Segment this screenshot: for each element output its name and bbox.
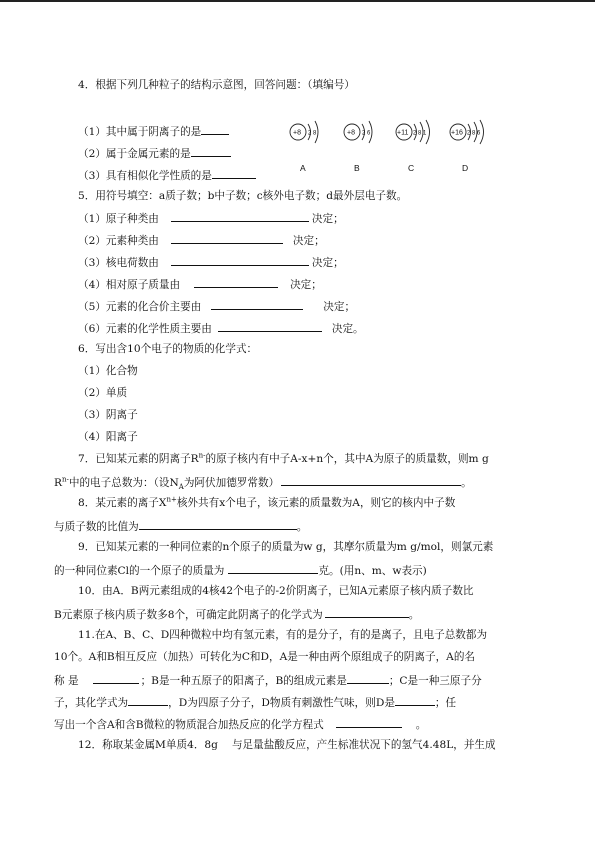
q11-blank-c-formula[interactable]	[128, 694, 168, 706]
q8-line2: 与质子数的比值为 。	[54, 518, 307, 534]
q11-blank-d[interactable]	[395, 694, 435, 706]
q10-blank[interactable]	[325, 606, 409, 618]
q10-line2: B元素原子核内质子数多8个，可确定此阴离子的化学式为 。	[54, 606, 419, 622]
q11-line3: 称 是 ；B是一种五原子的阳离子，B的组成元素是 ；C是一种三原子分	[54, 672, 482, 688]
q5-blank4[interactable]	[194, 276, 278, 288]
q8-blank[interactable]	[139, 518, 297, 530]
q11-line5: 写出一个含A和含B微粒的物质混合加热反应的化学方程式 。	[54, 716, 426, 732]
diagram-d	[450, 120, 484, 144]
q5-item4: （4）相对原子质量由 决定；	[78, 276, 322, 292]
q5-item2: （2）元素种类由 决定；	[78, 232, 325, 248]
diagram-b-label: B	[354, 163, 360, 173]
diagram-b-shells: 2 6	[362, 130, 371, 137]
q11-line2: 10个。A和B相互反应（加热）可转化为C和D，A是一种由两个原组成子的阴离子，A的名	[54, 651, 476, 663]
q11-line4: 子，其化学式为 ，D为四原子分子，D物质有刺激性气味，则D是 ；任	[54, 694, 456, 710]
q7-line1: 7．已知某元素的阴离子$R^{n-}$的原子核内有中子A-x+n个，其中A为原子的质量数，则m g	[78, 451, 489, 465]
q4-blank2[interactable]	[191, 145, 231, 157]
q5-title: 5．用符号填空：a质子数；b中子数；c核外电子数；d最外层电子数。	[78, 190, 408, 202]
diagram-a-nucleus: +8	[293, 129, 301, 137]
q11-line1: 11.在A、B、C、D四种微粒中均有氢元素，有的是分子，有的是离子，且电子总数都为	[78, 629, 488, 641]
q6-item2: （2）单质	[78, 387, 128, 399]
q12-line1: 12．称取某金属M单质4．8g 与足量盐酸反应，产生标准状况下的氢气4.48L，并生成	[78, 739, 496, 751]
q4-title: 4．根据下列几种粒子的结构示意图，回答问题：（填编号）	[78, 79, 355, 91]
diagram-a-shells: 2 8	[308, 130, 317, 137]
diagram-b-nucleus: +8	[347, 129, 355, 137]
q11-blank-equation[interactable]	[336, 716, 402, 728]
q5-blank3[interactable]	[171, 254, 309, 266]
q5-item1: （1）原子种类由 决定；	[78, 210, 344, 226]
q4-sub2: （2）属于金属元素的是	[78, 145, 231, 161]
q5-item6: （6）元素的化学性质主要由 决定。	[78, 320, 364, 336]
q7-line2: $R^{n-}$中的电子总数为：（设$N_A$为阿伏加德罗常数） 。	[54, 475, 472, 492]
q5-blank1[interactable]	[171, 210, 309, 222]
q4-sub1: （1）其中属于阴离子的是	[78, 123, 229, 139]
q9-line1: 9．已知某元素的一种同位素的n个原子的质量为w g，其摩尔质量为m g/mol，则氯元素	[78, 541, 494, 553]
q11-blank-a-name[interactable]	[93, 672, 139, 684]
diagram-d-shells: 2 8 6	[467, 130, 481, 137]
q9-blank[interactable]	[228, 562, 318, 574]
q5-blank6[interactable]	[218, 320, 322, 332]
q10-line1: 10．由A．B两元素组成的4核42个电子的-2价阴离子，已知A元素原子核内质子数比	[78, 585, 474, 597]
q6-title: 6．写出含10个电子的物质的化学式：	[78, 343, 258, 355]
diagram-c-label: C	[408, 163, 415, 173]
diagram-c	[396, 120, 430, 144]
diagram-d-nucleus: +16	[451, 129, 463, 137]
q4-blank3[interactable]	[212, 167, 256, 179]
q5-blank5[interactable]	[211, 298, 303, 310]
diagram-d-label: D	[462, 163, 469, 173]
q5-item5: （5）元素的化合价主要由 决定；	[78, 298, 355, 314]
q8-line1: 8．某元素的离子$X^{n+}$核外共有x个电子，该元素的质量数为A，则它的核内中子数	[78, 495, 456, 509]
diagram-c-nucleus: +11	[397, 129, 409, 137]
q6-item3: （3）阴离子	[78, 409, 138, 421]
diagram-a-label: A	[300, 163, 306, 173]
q4-blank1[interactable]	[201, 123, 229, 135]
diagram-b	[344, 121, 372, 143]
diagram-c-shells: 2 8 1	[413, 130, 427, 137]
q4-sub3: （3）具有相似化学性质的是	[78, 167, 256, 183]
q6-item4: （4）阳离子	[78, 431, 138, 443]
q9-line2: 的一种同位素Cl的一个原子的质量为 克。(用n、m、w表示)	[54, 562, 427, 578]
q6-item1: （1）化合物	[78, 365, 138, 377]
q11-blank-b-elements[interactable]	[347, 672, 389, 684]
q7-blank[interactable]	[281, 474, 461, 486]
top-border-line	[0, 0, 595, 2]
diagram-a	[290, 121, 318, 143]
q5-item3: （3）核电荷数由 决定；	[78, 254, 344, 270]
q5-blank2[interactable]	[171, 232, 283, 244]
